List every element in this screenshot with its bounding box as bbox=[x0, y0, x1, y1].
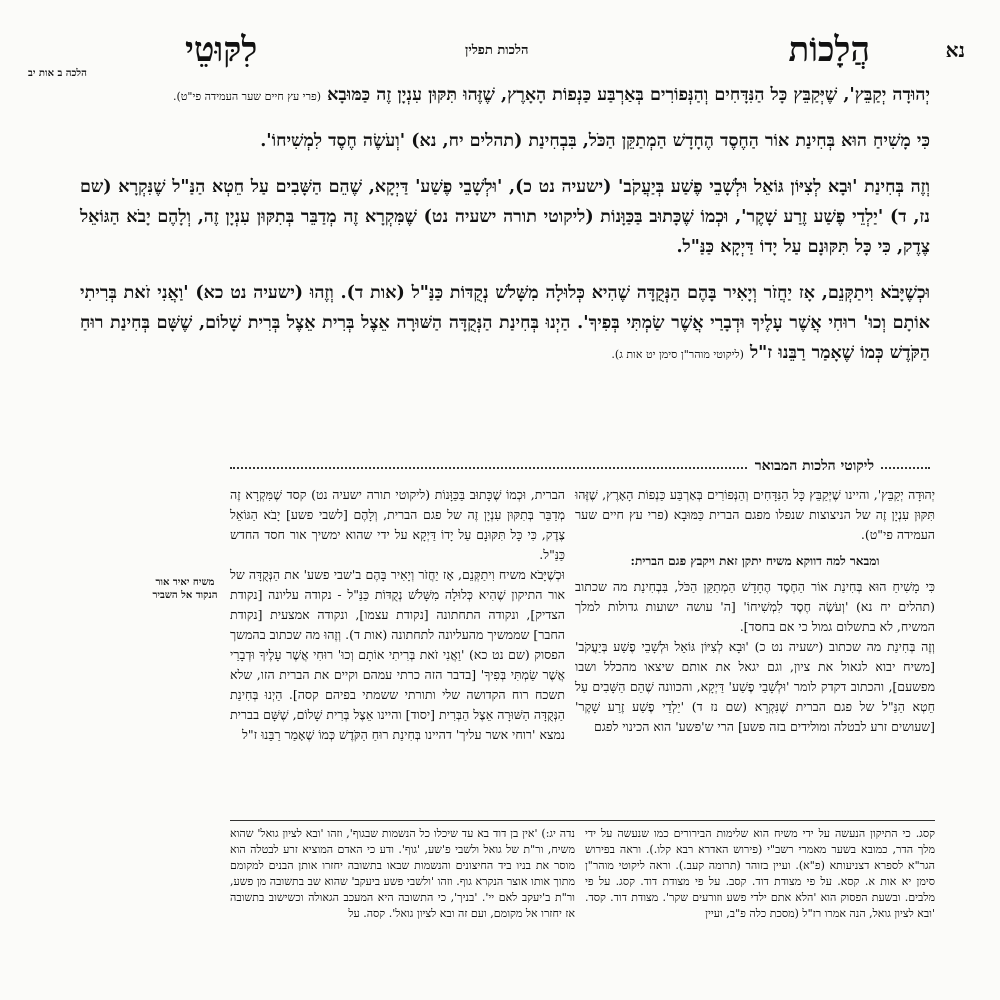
main-paragraph bbox=[80, 126, 930, 158]
paragraph-text: וְזֶה בְּחִינַת 'וּבָא לְצִיּוֹן גּוֹאֵל וּלְשָׁבֵי פֶשַׁע בְּיַעֲקֹב' (ישעיה נט כ), 'וּלְשָׁבֵי פֶשַׁע' דַּיְקָא, שֶׁהֵם הַשָּׁבִים עַל חֵטְא הַנַּ"ל שֶׁנִּקְרָא (שם נז, ד) 'יַלְדֵי פֶשַׁע זֶרַע שָׁקֶר', וּכְמוֹ שֶׁכָּתוּב בַּכַּוָּנוֹת (ליקוטי תורה ישעיה נט) שֶׁמִּקְרָא זֶה מְדַבֵּר בְּתִקּוּן עִנְיָן זֶה, וְלָהֶם יָבֹא הַגּוֹאֵל צֶדֶק, כִּי כָּל תִּקּוּנָם עַל יָדוֹ דַּיְקָא כַּנַּ"ל. bbox=[80, 177, 930, 257]
commentary-column-left bbox=[230, 485, 565, 745]
header-section: הלכות תפלין bbox=[465, 43, 529, 58]
paragraph-source: (ליקוטי מוהר"ן סימן יט אות ג). bbox=[611, 348, 744, 361]
commentary-column-right bbox=[575, 485, 935, 737]
paragraph-text: וּכְשֶׁיָּבֹא וִיתַקְּנֵם, אָז יַחֲזֹר וְיָאִיר בָּהֶם הַנְּקֻדָּה שֶׁהִיא כְּלוּלָה מִשָּׁלֹשׁ נְקֻדּוֹת כַּנַּ"ל (אות ד). וְזֶהוּ (ישעיה נט כא) 'וַאֲנִי זֹאת בְּרִיתִי אוֹתָם וְכוּ' רוּחִי אֲשֶׁר עָלֶיךָ וּדְבָרַי אֲשֶׁר שַׂמְתִּי בְּפִיךָ'. הַיְנוּ בְּחִינַת הַנְּקֻדָּה הַשּׁוּרָה אֵצֶל בְּרִית אֵצֶל בְּרִית שָׁלוֹם, שֶׁשָּׁם בְּחִינַת רוּחַ הַקֹּדֶשׁ כְּמוֹ שֶׁאָמַר רַבֵּנוּ ז"ל bbox=[80, 283, 930, 363]
commentary-paragraph: וְזֶה בְּחִינַת מה שכתוב (ישעיה נט כ) 'וּבָא לְצִיּוֹן גּוֹאֵל וּלְשָׁבֵי פֶשַׁע בְּיַעֲקֹב' [משיח יבוא לגאול את ציון, וגם יגאל את אותם שיצאו מהכלל ושבו מפשעם], והכתוב דקדק לומר 'וּלְשָׁבֵי פֶשַׁע' דַּיְקָא, והכוונה שֶׁהֵם הַשָּׁבִים עַל חֵטְא הַנַּ"ל של פגם הברית שֶׁנִּקְרָא (שם נז ד) 'יַלְדֵי פֶשַׁע זֶרַע שָׁקֶר' [שעושים זרע לבטלה ומולידים בזה פשע] הרי ש'פשע' הוא הכינוי לפגם bbox=[575, 639, 935, 734]
paragraph-text: כִּי מָשִׁיחַ הוּא בְּחִינַת אוֹר הַחֶסֶד הֶחָדָשׁ הַמְתַקֵּן הַכֹּל, בִּבְחִינַת (תהלים יח, נא) 'וְעֹשֶׂה חֶסֶד לִמְשִׁיחוֹ'. bbox=[260, 131, 930, 151]
commentary-title: ליקוטי הלכות המבואר bbox=[749, 458, 880, 475]
commentary-paragraph: יְהוּדָה יְקַבֵּץ', והיינו שֶׁיְּקַבֵּץ כָּל הַנִּדָּחִים וְהַנְּפוֹרִים בְּאַרְבַּע כַּנְפוֹת הָאָרֶץ, שֶׁזֶּהוּ תִּקּוּן עִנְיָן זֶה של הניצוצות שנפלו מפגם הברית כַּמּוּבָא (פרי עץ חיים שער העמידה פי"ט). bbox=[575, 487, 935, 542]
main-text bbox=[80, 80, 930, 384]
commentary-paragraph: וּכְשֶׁיָּבֹא משיח וִיתַקְּנֵם, אָז יַחֲזֹר וְיָאִיר בָּהֶם ב'שבי פשע' את הַנְּקֻדָּה של אור התיקון שֶׁהִיא כְּלוּלָה מִשָּׁלֹשׁ נְקֻדּוֹת כַּנַּ"ל - נקודה עליונה [נקודת הצדיק], ונקודה התחתונה [נקודת עצמו], ונקודה אמצעית [נקודת החבר] שממשיך מהעליונה לתחתונה (אות ד). וְזֶהוּ מה שכתוב בהמשך הפסוק (שם נט כא) 'וַאֲנִי זֹאת בְּרִיתִי אוֹתָם וְכוּ' רוּחִי אֲשֶׁר עָלֶיךָ וּדְבָרַי אֲשֶׁר שַׂמְתִּי בְּפִיךָ' [בדבר הזה כרתי עמהם וקיים את הברית הזו, שלא תשכח רוח הקדושה שלי ותורתי ששמתי בפיהם קסה]. הַיְנוּ בְּחִינַת הַנְּקֻדָּה הַשּׁוּרָה אֵצֶל הַבְּרִית [יסוד] והיינו אֵצֶל בְּרִית שָׁלוֹם, שֶׁשָּׁם בברית נמצא 'רוחי אשר עליך' דהיינו בְּחִינַת רוּחַ הַקֹּדֶשׁ כְּמוֹ שֶׁאָמַר רַבֵּנוּ ז"ל bbox=[230, 567, 565, 742]
footnotes-left: נדה יג:) 'אין בן דוד בא עד שיכלו כל הנשמות שבגוף', וזהו 'ובא לציון גואל' שהוא משיח, ור"ת של גואל ולשבי פ'שע, 'גוף'. ודע כי האדם המוציא זרע לבטלה הוא מוסר את בניו ביד החיצונים והנשמות שבאו בתשובה יחזרו אותן הבנים למקומם מתוך אותו אוצר הנקרא גוף. וזהו 'ולשבי פשע ביעקב' שהוא שב בתשובה מן פשע, ור"ת ב'יעקב לאם יי'. 'בניך', כי התשובה היא המעכב הגאולה וכשישוב בתשובה אז יחזרו אל מקומם, ועם זה ובא לציון גואל'. קסה. על bbox=[230, 827, 575, 920]
paragraph-source: (פרי עץ חיים שער העמידה פי"ט). bbox=[172, 90, 322, 103]
main-paragraph bbox=[80, 172, 930, 264]
side-reference: הלכה ב אות יב bbox=[28, 68, 87, 79]
header-title-likutei: לִקּוּטֵי bbox=[185, 30, 258, 70]
header-title-halachot: הֲלָכוֹת bbox=[788, 30, 870, 70]
page-number: נא bbox=[945, 38, 965, 62]
commentary-paragraph: כִּי מָשִׁיחַ הוּא בְּחִינַת אוֹר הַחֶסֶד הֶחָדָשׁ הַמְתַקֵּן הַכֹּל, בִּבְחִינַת מה שכתוב (תהלים יח נא) 'וְעֹשֶׂה חֶסֶד לִמְשִׁיחוֹ' [ה' עושה ישועות גדולות למלך המשיח, לא בתשלום גמול כי אם בחסד]. bbox=[575, 579, 935, 634]
paragraph-text: יְהוּדָה יְקַבֵּץ', שֶׁיְּקַבֵּץ כָּל הַנִּדָּחִים וְהַנְּפוֹרִים בְּאַרְבַּע כַּנְפוֹת הָאָרֶץ, שֶׁזֶּהוּ תִּקּוּן עִנְיָן זֶה כַּמּוּבָא bbox=[327, 85, 930, 105]
page-header bbox=[185, 30, 965, 78]
footnotes-right: קסג. כי התיקון הנעשה על ידי משיח הוא שלימות הבירורים כמו שנעשה על ידי מלך הדר, כמובא בשער מאמרי רשב"י (פירוש האדרא רבא קלו.). וראה בפירוש הגר"א לספרא דצניעותא (פ"א). ועיין בזוהר (תרומה קעב.). וראה ליקוטי מוהר"ן סימן יא אות א. קסא. על פי מצודת דוד. קסב. על פי מצודת דוד. קסג. על פי מלבים. ובשעת הפסוק הוא 'הלא אתם ילדי פשע וזורעים שקר'. מצודת דוד. קסד. 'ובא לציון גואל, הנה אמרו רז"ל (מסכת כלה פ"ב, ועיין bbox=[585, 827, 935, 920]
margin-note: משיח יאיר אור הנקוד אל השביר bbox=[152, 577, 218, 601]
commentary-subheading: ומבאר למה דווקא משיח יתקן זאת ויקבץ פגם הברית: bbox=[630, 554, 880, 568]
main-paragraph bbox=[80, 278, 930, 370]
commentary-paragraph: הברית, וּכְמוֹ שֶׁכָּתוּב בַּכַּוָּנוֹת (ליקוטי תורה ישעיה נט) קסד שֶׁמִּקְרָא זֶה מְדַבֵּר בְּתִקּוּן עִנְיָן זֶה של פגם הברית, וְלָהֶם [לשבי פשע] יָבֹא הַגּוֹאֵל צֶדֶק, כִּי כָּל תִּקּוּנָם עַל יָדוֹ דַּיְקָא על ידי שהוא ימשיך אור חסד החדש כַּנַּ"ל. bbox=[230, 487, 565, 562]
commentary-divider bbox=[230, 458, 930, 478]
main-paragraph bbox=[80, 80, 930, 112]
footnote-rule bbox=[230, 820, 935, 821]
